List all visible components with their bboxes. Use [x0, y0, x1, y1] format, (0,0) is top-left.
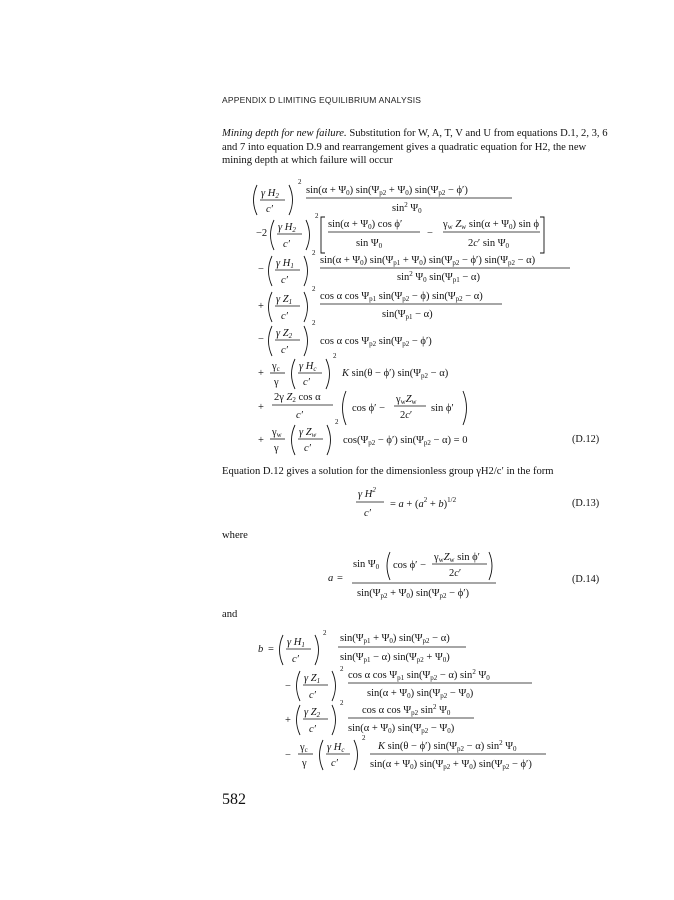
svg-text:2: 2	[340, 699, 344, 707]
svg-text:−: −	[427, 228, 433, 239]
svg-text:γ Zw: γ Zw	[299, 427, 317, 439]
svg-text:sin(α + Ψ0) sin(Ψp2 − Ψ0): sin(α + Ψ0) sin(Ψp2 − Ψ0)	[367, 688, 474, 700]
svg-text:γ: γ	[274, 443, 279, 454]
svg-text:=: =	[268, 644, 274, 655]
svg-text:γ Z2: γ Z2	[304, 707, 321, 719]
svg-text:c′: c′	[283, 239, 290, 250]
svg-text:γ Z1: γ Z1	[304, 673, 321, 685]
intro-paragraph	[222, 127, 608, 168]
svg-text:sin(α + Ψ0) sin(Ψp2 − Ψ0): sin(α + Ψ0) sin(Ψp2 − Ψ0)	[348, 723, 455, 735]
svg-text:sin Ψ0: sin Ψ0	[353, 559, 380, 571]
svg-text:γ Z2: γ Z2	[276, 328, 293, 340]
svg-text:γ: γ	[274, 377, 279, 388]
svg-text:c′: c′	[292, 654, 299, 665]
svg-text:γ H1: γ H1	[276, 258, 294, 270]
page-number: 582	[222, 791, 246, 808]
svg-text:−: −	[285, 681, 291, 692]
svg-text:K sin(θ − ϕ′) sin(Ψp2 − α) sin: K sin(θ − ϕ′) sin(Ψp2 − α) $\sin^2 \Psi 0$	[378, 739, 517, 753]
svg-text:c′: c′	[304, 443, 311, 454]
svg-text:+: +	[258, 301, 264, 312]
svg-text:sin(α + Ψ0) sin(Ψp2 + Ψ0) sin(: sin(α + Ψ0) sin(Ψp2 + Ψ0) sin(Ψp2 − ϕ′)	[370, 759, 532, 771]
svg-text:sin(α + Ψ0) sin(Ψp2 + Ψ0) sin(: sin(α + Ψ0) sin(Ψp2 + Ψ0) sin(Ψp2 − ϕ′)	[306, 185, 468, 197]
svg-text:−: −	[258, 334, 264, 345]
svg-text:sin2 Ψ0: $\sin^2 \Psi 0$	[392, 201, 422, 215]
svg-text:c′: c′	[281, 345, 288, 356]
svg-text:γ Z1: γ Z1	[276, 294, 293, 306]
svg-text:sin2 Ψ0 sin(Ψp1 − α): $\sin^2 \Psi 0$ sin(Ψp1 − α)	[397, 270, 480, 284]
equation-b	[0, 625, 674, 775]
svg-text:γwZw: γwZw	[396, 394, 417, 406]
svg-text:−2: −2	[256, 228, 268, 239]
svg-text:γ H1: γ H1	[287, 637, 305, 649]
svg-text:+: +	[285, 715, 291, 726]
svg-text:sin(Ψp2 + Ψ0) sin(Ψp2 − ϕ′): sin(Ψp2 + Ψ0) sin(Ψp2 − ϕ′)	[357, 588, 470, 600]
svg-text:γc: γc	[272, 361, 280, 373]
svg-text:γwZw sin ϕ′: γwZw sin ϕ′	[434, 552, 480, 564]
svg-text:c′: c′	[309, 690, 316, 701]
svg-text:2: 2	[323, 629, 327, 637]
svg-text:−: −	[258, 264, 264, 275]
svg-text:cos α cos Ψp1 sin(Ψp2 − ϕ) sin: cos α cos Ψp1 sin(Ψp2 − ϕ) sin(Ψp2 − α)	[320, 291, 483, 303]
running-header: APPENDIX D LIMITING EQUILIBRIUM ANALYSIS	[222, 95, 422, 105]
svg-text:+: +	[258, 402, 264, 413]
svg-text:=: =	[337, 573, 343, 584]
svg-text:2: 2	[298, 178, 302, 186]
svg-text:γc: γc	[300, 742, 308, 754]
svg-text:2: 2	[312, 319, 316, 327]
equation-d14-label: (D.14)	[572, 574, 600, 585]
svg-text:c′: c′	[296, 410, 303, 421]
svg-text:sin(Ψp1 + Ψ0) sin(Ψp2 − α): sin(Ψp1 + Ψ0) sin(Ψp2 − α)	[340, 633, 450, 645]
where-label: where	[222, 530, 248, 541]
svg-text:K sin(θ − ϕ′) sin(Ψp2 − α): K sin(θ − ϕ′) sin(Ψp2 − α)	[342, 368, 449, 380]
svg-text:cos α cos Ψp1 sin(Ψp2 − α) sin: cos α cos Ψp1 sin(Ψp2 − α) $\sin^2 \Psi 0$	[348, 668, 490, 682]
svg-text:−: −	[285, 750, 291, 761]
svg-text:γ Hc: γ Hc	[327, 742, 345, 754]
svg-text:2: 2	[362, 734, 366, 742]
svg-text:2γ Z2 cos α: 2γ Z2 cos α	[274, 392, 321, 404]
svg-text:cos α cos Ψp2 sin2 Ψ0: cos α cos Ψp2 $\sin^2 \Psi 0$	[362, 703, 451, 717]
svg-text:2: 2	[340, 665, 344, 673]
svg-text:2c′: 2c′	[400, 410, 413, 421]
intro-text: Substitution for W, A, T, V and U from equations D.1, 2, 3, 6 and 7 into equation D.9 and rearrangement gives a quadratic equation for H2, the new mining depth at which failure will occur	[222, 128, 608, 167]
svg-text:γ Hc: γ Hc	[299, 361, 317, 373]
svg-text:sin ϕ′: sin ϕ′	[431, 403, 454, 414]
svg-text:γw: γw	[272, 427, 282, 439]
equation-d12	[0, 170, 674, 460]
svg-text:2: 2	[333, 352, 337, 360]
section-title: Mining depth for new failure.	[222, 128, 347, 139]
svg-text:2: 2	[312, 285, 316, 293]
svg-text:cos ϕ′ −: cos ϕ′ −	[352, 403, 385, 414]
svg-text:c′: c′	[364, 508, 371, 519]
equation-d13-label: (D.13)	[572, 498, 600, 509]
svg-text:c′: c′	[281, 311, 288, 322]
svg-text:γ H2: γ H2	[261, 188, 279, 200]
svg-text:c′: c′	[266, 204, 273, 215]
svg-text:sin(α + Ψ0) sin(Ψp1 + Ψ0) sin(: sin(α + Ψ0) sin(Ψp1 + Ψ0) sin(Ψp2 − ϕ′) sin(Ψp2 − α)	[320, 255, 536, 267]
svg-text:= a + (a2 + b)1/2: = $a + (a^2 + b)^{1/2}$	[390, 496, 457, 510]
svg-text:γ H2: γ H2	[278, 222, 296, 234]
svg-text:b: b	[258, 644, 264, 655]
svg-text:c′: c′	[303, 377, 310, 388]
svg-text:2c′: 2c′	[449, 568, 462, 579]
svg-text:γ: γ	[302, 758, 307, 769]
svg-text:2: 2	[315, 212, 319, 220]
svg-text:2: 2	[335, 418, 339, 426]
svg-text:a: a	[328, 573, 334, 584]
and-label: and	[222, 609, 238, 620]
svg-text:cos α cos Ψp2 sin(Ψp2 − ϕ′): cos α cos Ψp2 sin(Ψp2 − ϕ′)	[320, 336, 432, 348]
svg-text:sin(α + Ψ0) cos ϕ′: sin(α + Ψ0) cos ϕ′	[328, 219, 403, 231]
equation-d12-label: (D.12)	[572, 434, 600, 445]
svg-text:+: +	[258, 368, 264, 379]
svg-text:2: 2	[312, 249, 316, 257]
svg-text:cos(Ψp2 − ϕ′) sin(Ψp2 − α) = 0: cos(Ψp2 − ϕ′) sin(Ψp2 − α) = 0	[343, 435, 468, 447]
svg-text:c′: c′	[331, 758, 338, 769]
solution-paragraph: Equation D.12 gives a solution for the dimensionless group γH2/c′ in the form	[222, 466, 554, 477]
svg-text:sin Ψ0: sin Ψ0	[356, 238, 383, 250]
svg-text:sin(Ψp1 − α): sin(Ψp1 − α)	[382, 309, 433, 321]
svg-text:+: +	[258, 435, 264, 446]
svg-text:2c′ sin Ψ0: 2c′ sin Ψ0	[468, 238, 509, 250]
svg-text:cos ϕ′ −: cos ϕ′ −	[393, 560, 426, 571]
svg-text:c′: c′	[281, 275, 288, 286]
svg-text:c′: c′	[309, 724, 316, 735]
svg-text:γw Zw sin(α + Ψ0) sin ϕ: γw Zw sin(α + Ψ0) sin ϕ	[443, 219, 540, 231]
svg-text:γ H2: γ $H^2$	[358, 486, 376, 500]
svg-text:sin(Ψp1 − α) sin(Ψp2 + Ψ0): sin(Ψp1 − α) sin(Ψp2 + Ψ0)	[340, 652, 450, 664]
